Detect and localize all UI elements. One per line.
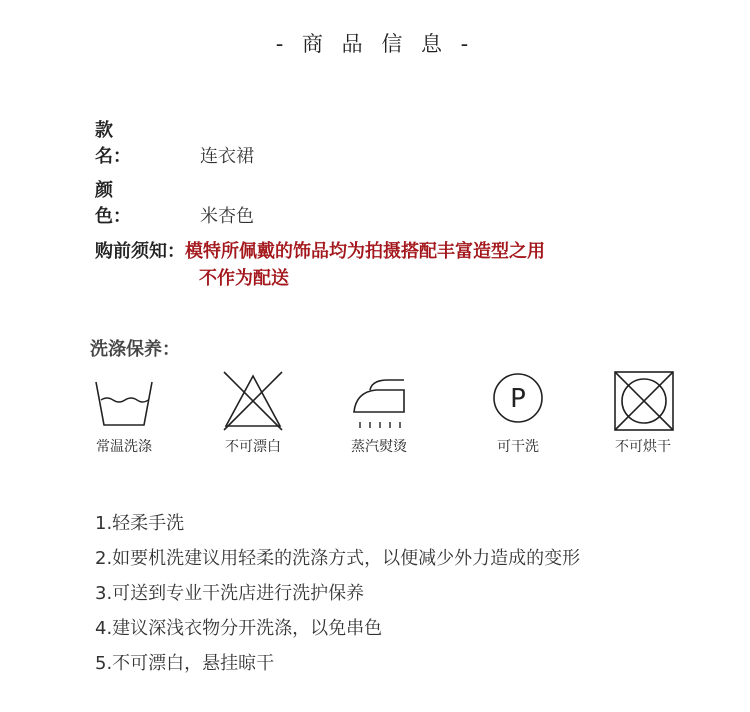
steam-iron-label: 蒸汽熨烫 [351, 439, 407, 455]
color-value: 米杏色 [200, 206, 254, 227]
wash-tub-label: 常温洗涤 [96, 439, 152, 455]
style-row [95, 116, 254, 168]
steam-iron-icon [348, 370, 410, 436]
no-tumble-dry-label: 不可烘干 [615, 439, 671, 455]
color-row [95, 176, 254, 228]
no-bleach-icon [222, 370, 284, 436]
instruction-list [95, 512, 580, 687]
instruction-item: 1.轻柔手洗 [95, 513, 185, 534]
no-tumble-dry-icon [613, 370, 675, 436]
dry-clean-label: 可干洗 [497, 439, 539, 455]
care-title: 洗涤保养： [90, 339, 180, 360]
notice-line-1: 模特所佩戴的饰品均为拍摄搭配丰富造型之用 [185, 241, 545, 262]
notice-label: 购前须知： [95, 241, 185, 262]
page-title: - 商 品 信 息 - [275, 32, 475, 56]
dry-clean-p-icon [490, 370, 546, 430]
style-value: 连衣裙 [200, 146, 254, 167]
instruction-item: 3.可送到专业干洗店进行洗护保养 [95, 583, 365, 604]
instruction-item: 5.不可漂白，悬挂晾干 [95, 653, 275, 674]
style-label: 款 名： [95, 120, 149, 167]
notice-row [95, 237, 545, 265]
color-label: 颜 色： [95, 180, 149, 227]
wash-tub-icon [93, 370, 155, 434]
no-bleach-label: 不可漂白 [225, 439, 281, 455]
notice-line-2: 不作为配送 [199, 268, 289, 289]
dry-clean-glyph: P [510, 384, 526, 414]
instruction-item: 4.建议深浅衣物分开洗涤，以免串色 [95, 618, 383, 639]
instruction-item: 2.如要机洗建议用轻柔的洗涤方式，以便减少外力造成的变形 [95, 548, 581, 569]
